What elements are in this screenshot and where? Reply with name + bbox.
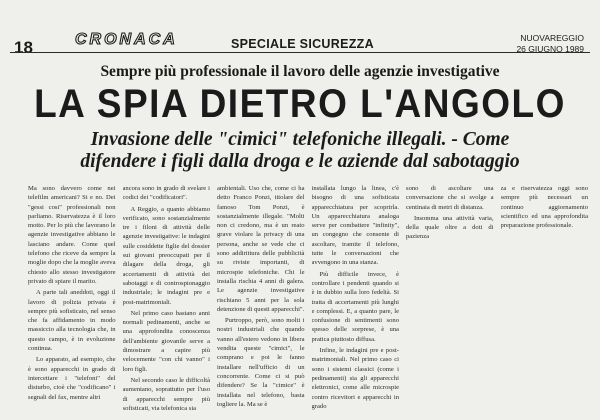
- page-number: 18: [14, 38, 33, 57]
- article-body: [28, 184, 588, 412]
- publication-date: 26 GIUGNO 1989: [516, 44, 584, 54]
- article-column: [406, 184, 494, 412]
- article-headline: LA SPIA DIETRO L'ANGOLO: [34, 81, 566, 126]
- paragraph: za e riservatezza oggi sono sempre più necessari un continuo aggiornamento scientifico ed una approfondita preparazione professionale.: [500, 185, 588, 230]
- masthead: [0, 0, 600, 58]
- paragraph: Lo apparato, ad esempio, che è sono apparecchi in grado di intercettare i "telefoni" del disturbo, cioè che "codificano" i segnali del fax, mentre altri: [28, 356, 116, 401]
- paragraph: Infine, le indagini pre e post-matrimoniali. Nel primo caso ci sono i sistemi classici (come i pedinamenti) sia gli apparecchi elettronici, come alle microspie contro ricevitori e apparecchi in grado: [311, 347, 399, 410]
- paragraph: Più difficile invece, è controllare i pendenti quando si è in dubbio sulla loro fedeltà. Si tratta di accertamenti più lunghi e complessi. E, a quanto pare, le confusione di sentimenti sono spesso delle sorprese, è una pratica piuttosto diffusa.: [311, 270, 399, 343]
- paragraph: sono di ascoltare una conversazione che si svolge a centinaia di metri di distanza.: [406, 185, 494, 211]
- paragraph: Insomma una attività varia, della quale oltre a doti di pazienza: [406, 214, 494, 241]
- paragraph: A parte tali aneddoti, oggi il lavoro di polizia privata è sempre più sofisticato, nel senso che fa affidamento in modo massiccio alla tecnologia che, in questo campo, è in evoluzione continua.: [28, 289, 116, 353]
- paragraph: Nel primo caso bastano anni normali pedinamenti, anche se una approfondita conoscenza dell'ambiente giovanile serve a dimostrare a capire più velocemente "con chi vanno" i loro figli.: [122, 309, 210, 373]
- subtitle-line: Invasione delle "cimici" telefoniche illegali. - Come: [90, 129, 510, 150]
- section-title: CRONACA: [75, 31, 178, 48]
- masthead-divider: [10, 52, 590, 53]
- special-section-label: SPECIALE SICUREZZA: [231, 37, 374, 51]
- paragraph: Purtroppo, però, sono molti i nostri industriali che quando vanno all'estero vedono in libera vendita queste "cimici", le comprano e poi le fanno installare nell'ufficio di un concorrente. Come ci si può difendere? Se la "cimice" è installata nel telefono, basta togliere la. Ma se è: [217, 317, 305, 408]
- paragraph: A Reggio, a quanto abbiamo verificato, sono sostanzialmente tre i filoni di attività delle agenzie investigative: le indagini sulle cosiddette figlie del dossier sui giovani preoccupati per il dilagare della droga, gli accertamenti di attività dei sabotaggi e di controspionaggio industriale; le indagini pre e post-matrimoniali.: [122, 205, 210, 306]
- article-column: [501, 184, 589, 412]
- paragraph: Nel secondo caso le difficoltà aumentano, soprattutto per l'uso di apparecchi sempre più sofisticati, via telefonica sia: [122, 376, 210, 412]
- article-column: [28, 184, 116, 412]
- paragraph: ancora sono in grado di svelare i codici dei "codificatori".: [122, 185, 210, 202]
- publication-name: NUOVAREGGIO: [520, 33, 584, 43]
- article-subtitle: [0, 129, 600, 173]
- article-column: [217, 184, 305, 412]
- article-column: [123, 184, 211, 412]
- paragraph: ambientali. Uso che, come ci ha detto Franco Ponzi, titolare del famoso Tom Ponzi, è sostanzialmente illegale. "Molti non ci credono, ma è un reato grave violare la privacy di una persona, anche se vede che ci sono addirittura delle pubblicità su riviste importanti, di microspie telefoniche. Chi le installa rischia 4 anni di galera. Le agenzie investigative rischiano 5 anni per la sola detenzione di questi apparecchi".: [217, 185, 305, 313]
- article-column: [312, 184, 400, 412]
- paragraph: Ma sono davvero come nei telefilm americani? Si e no. Dei "gessi cosi" professionali non parliamo. Riservatezza è il loro motto. Per lo più che lavorano le agenzie investigative abbiano le lasciano andare. Come quel telefono che riceve da sempre la moglie dopo che la moglie aveva chiesto allo stesso investigatore privato di spiare il marito.: [28, 185, 116, 285]
- paragraph: installata lungo la linea, c'è bisogno di una sofisticata apparecchiatura per scoprirla. Un apparecchiatura analoga serve per combattere "infinity", un congegno che consente di ascoltare, tramite il telefono, tutte le conversazioni che avvengono in una stanza.: [311, 185, 399, 267]
- article-kicker: Sempre più professionale il lavoro delle agenzie investigative: [100, 63, 500, 80]
- subtitle-line: difendere i figli dalla droga e le aziende dal sabotaggio: [80, 151, 520, 172]
